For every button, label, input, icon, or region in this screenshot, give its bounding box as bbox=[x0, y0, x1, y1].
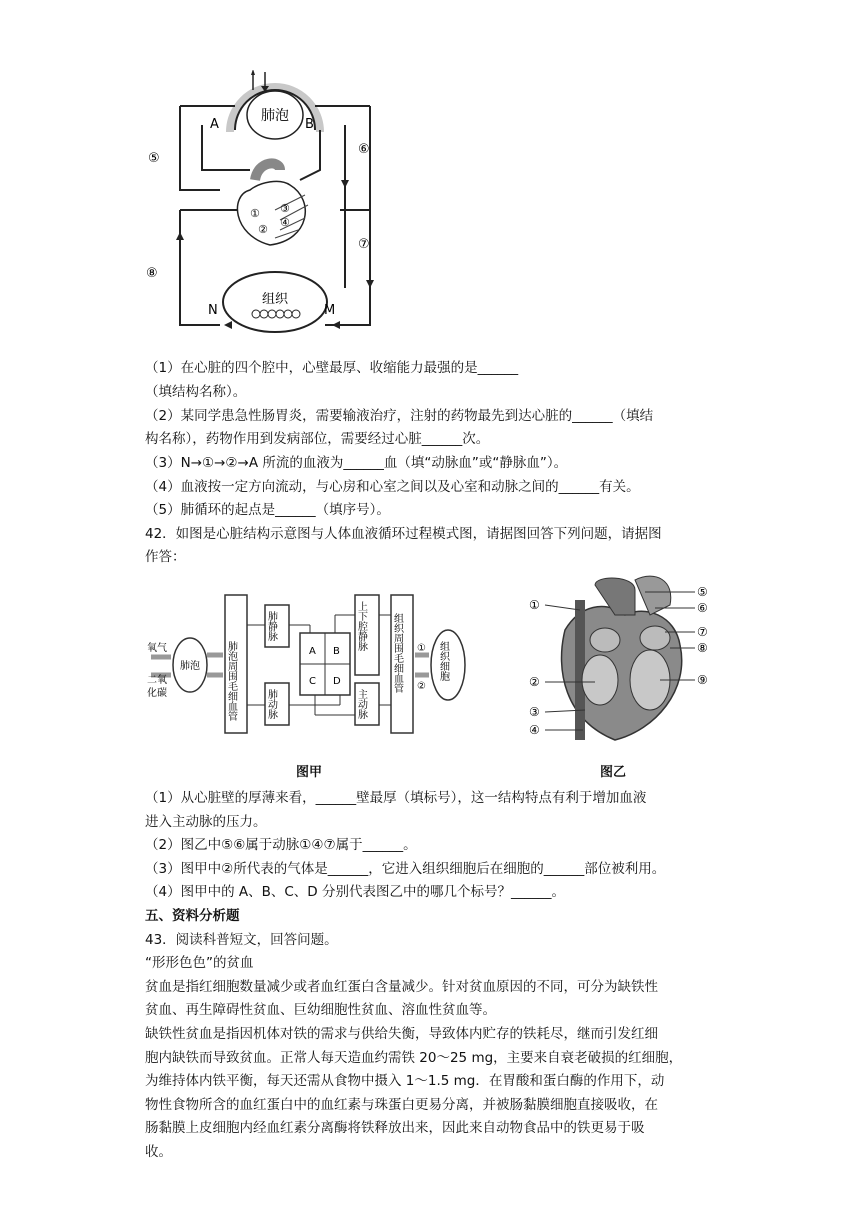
q41-line-1: （1）在心脏的四个腔中，心壁最厚、收缩能力最强的是______ bbox=[145, 360, 519, 376]
label-c3: ③ bbox=[280, 202, 290, 215]
q42-line-3: （2）图乙中⑤⑥属于动脉①④⑦属于______。 bbox=[145, 837, 417, 853]
label-c2: ② bbox=[258, 223, 268, 236]
q43-intro: 43．阅读科普短文，回答问题。 bbox=[145, 932, 338, 948]
figb-n2: ② bbox=[529, 675, 540, 689]
label-N: N bbox=[208, 303, 218, 318]
q41-line-4: 构名称），药物作用到发病部位，需要经过心脏______次。 bbox=[145, 431, 490, 447]
label-c7: ⑦ bbox=[358, 237, 370, 252]
q42-intro-2: 作答： bbox=[145, 549, 186, 565]
label-A: A bbox=[210, 117, 219, 132]
alveoli-label: 肺泡 bbox=[261, 108, 289, 124]
article-line-1: 贫血是指红细胞数量减少或者血红蛋白含量减少。针对贫血原因的不同，可分为缺铁性 bbox=[145, 979, 658, 995]
figa-tcap: 组织周围毛细血管 bbox=[391, 613, 403, 693]
q41-line-3: （2）某同学患急性肠胃炎，需要输液治疗，注射的药物最先到达心脏的______（填结 bbox=[145, 408, 654, 424]
section-heading: 五、资料分析题 bbox=[145, 908, 240, 924]
q42-line-5: （4）图甲中的 A、B、C、D 分别代表图乙中的哪几个标号？______。 bbox=[145, 884, 565, 900]
figb-n4: ④ bbox=[529, 723, 540, 737]
figb-n5: ⑤ bbox=[697, 585, 708, 599]
label-c5: ⑤ bbox=[148, 151, 160, 166]
article-line-5: 为维持体内铁平衡，每天还需从食物中摄入 1～1.5 mg．在胃酸和蛋白酶的作用下，动 bbox=[145, 1073, 665, 1089]
figa-pv: 肺静脉 bbox=[265, 611, 277, 641]
circulation-diagram bbox=[140, 70, 400, 355]
figa-alveoli: 肺泡 bbox=[180, 661, 200, 672]
figa-B: B bbox=[333, 646, 340, 657]
figa-c1: ① bbox=[417, 643, 426, 654]
figa-A: A bbox=[309, 646, 316, 657]
figa-tcell: 组织细胞 bbox=[437, 641, 449, 681]
article-line-2: 贫血、再生障碍性贫血、巨幼细胞性贫血、溶血性贫血等。 bbox=[145, 1002, 496, 1018]
figa-C: C bbox=[309, 676, 316, 687]
figb-n3: ③ bbox=[529, 705, 540, 719]
article-line-8: 收。 bbox=[145, 1144, 172, 1160]
figb-n6: ⑥ bbox=[697, 601, 708, 615]
figb-n8: ⑧ bbox=[697, 641, 708, 655]
figa-aorta: 主动脉 bbox=[355, 689, 367, 719]
q42-line-4: （3）图甲中②所代表的气体是______，它进入组织细胞后在细胞的______部位被利用。 bbox=[145, 861, 666, 877]
q41-line-7: （5）肺循环的起点是______（填序号）。 bbox=[145, 502, 390, 518]
tissue-label: 组织 bbox=[261, 292, 289, 307]
label-M: M bbox=[324, 303, 336, 318]
caption-figure-b: 图乙 bbox=[600, 765, 627, 780]
q41-line-6: （4）血液按一定方向流动，与心房和心室之间以及心室和动脉之间的______有关。 bbox=[145, 479, 640, 495]
figb-n9: ⑨ bbox=[697, 673, 708, 687]
article-line-7: 肠黏膜上皮细胞内经血红素分离酶将铁释放出来，因此来自动物食品中的铁更易于吸 bbox=[145, 1120, 645, 1136]
label-c8: ⑧ bbox=[146, 266, 158, 281]
figb-n1: ① bbox=[529, 598, 540, 612]
figa-co2b: 化碳 bbox=[147, 688, 167, 699]
figb-n7: ⑦ bbox=[697, 625, 708, 639]
q42-intro-1: 42．如图是心脏结构示意图与人体血液循环过程模式图，请据图回答下列问题，请据图 bbox=[145, 526, 662, 542]
figa-o2: 氧气 bbox=[147, 643, 167, 654]
q41-line-5: （3）N→①→②→A 所流的血液为______血（填“动脉血”或“静脉血”）。 bbox=[145, 455, 568, 471]
q42-line-1: （1）从心脏壁的厚薄来看，______壁最厚（填标号），这一结构特点有利于增加血液 bbox=[145, 790, 647, 806]
label-B: B bbox=[305, 117, 314, 132]
figa-co2a: 二氧 bbox=[147, 675, 167, 686]
article-line-6: 物性食物所含的血红蛋白中的血红素与珠蛋白更易分离，并被肠黏膜细胞直接吸收，在 bbox=[145, 1097, 658, 1113]
label-c1: ① bbox=[250, 207, 260, 220]
caption-figure-a: 图甲 bbox=[296, 765, 323, 780]
article-title: “形形色色”的贫血 bbox=[145, 955, 254, 971]
figa-c2: ② bbox=[417, 681, 426, 692]
article-line-3: 缺铁性贫血是指因机体对铁的需求与供给失衡，导致体内贮存的铁耗尽，继而引发红细 bbox=[145, 1026, 658, 1042]
q42-line-2: 进入主动脉的压力。 bbox=[145, 814, 267, 830]
label-c4: ④ bbox=[280, 216, 290, 229]
article-line-4: 胞内缺铁而导致贫血。正常人每天造血约需铁 20～25 mg，主要来自衰老破损的红细胞， bbox=[145, 1050, 683, 1066]
figa-D: D bbox=[333, 676, 341, 687]
figa-pa: 肺动脉 bbox=[265, 689, 277, 719]
figure-a-circulation-model bbox=[145, 585, 475, 745]
figa-vc: 上下腔静脉 bbox=[355, 601, 367, 651]
q41-line-2: （填结构名称）。 bbox=[145, 384, 247, 400]
figa-lungcap: 肺泡周围毛细血管 bbox=[225, 641, 237, 721]
figure-b-heart bbox=[525, 570, 725, 750]
label-c6: ⑥ bbox=[358, 142, 370, 157]
